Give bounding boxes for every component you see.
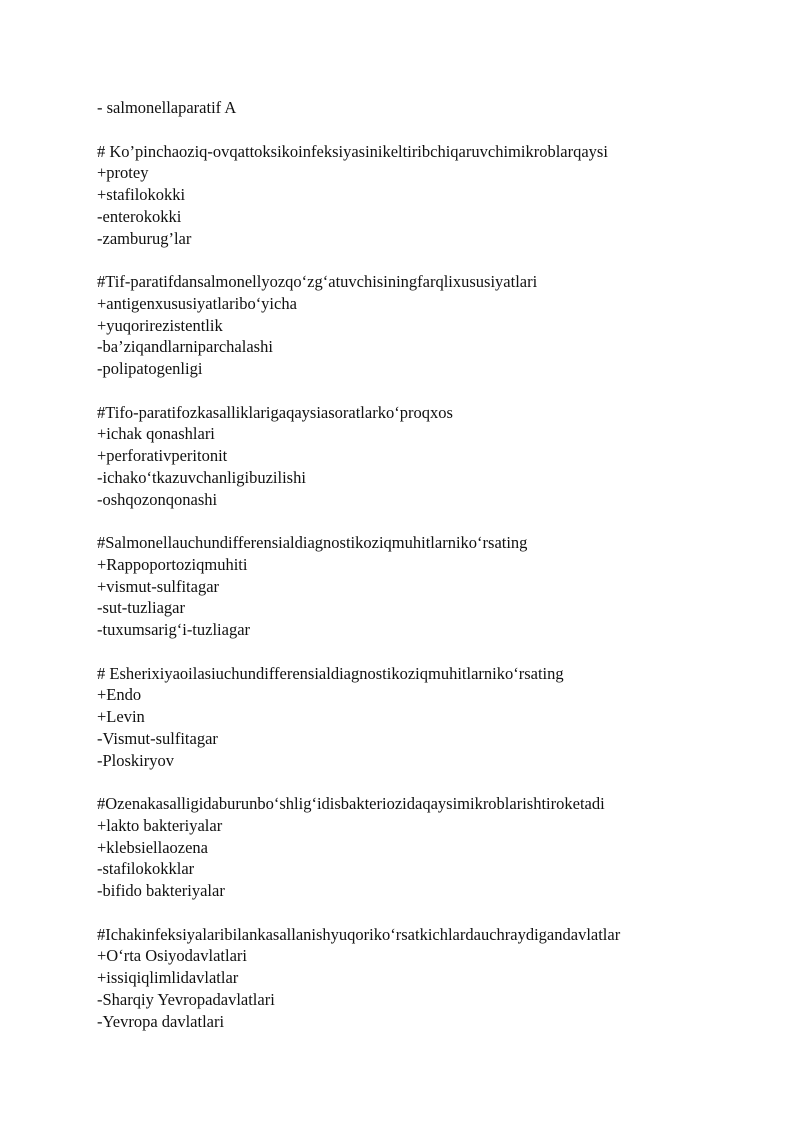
question-block bbox=[97, 532, 757, 641]
question-block bbox=[97, 271, 757, 380]
spacer bbox=[97, 119, 757, 141]
question-block bbox=[97, 793, 757, 902]
answer-option: +O‘rta Osiyodavlatlari bbox=[97, 946, 247, 966]
answer-option: -stafilokokklar bbox=[97, 859, 195, 879]
answer-option: -Vismut-sulfitagar bbox=[97, 728, 218, 748]
question-block bbox=[97, 402, 757, 511]
answer-option: +issiqiqlimlidavlatlar bbox=[97, 968, 239, 987]
spacer bbox=[97, 771, 757, 793]
intro-answer-line: - salmonellaparatif A bbox=[97, 98, 237, 117]
answer-option: -Ploskiryov bbox=[97, 750, 175, 770]
spacer bbox=[97, 380, 757, 402]
answer-option: -zamburug’lar bbox=[97, 228, 192, 248]
answer-option: -ichako‘tkazuvchanligibuzilishi bbox=[97, 467, 306, 487]
answer-option: -polipatogenligi bbox=[97, 359, 203, 378]
answer-option: -tuxumsarig‘i-tuzliagar bbox=[97, 620, 251, 639]
answer-option: +stafilokokki bbox=[97, 185, 186, 204]
question-block bbox=[97, 924, 757, 1033]
answer-option: -Yevropa davlatlari bbox=[97, 1011, 225, 1031]
question-text: # Ko’pinchaoziq-ovqattoksikoinfeksiyasinikeltiribchiqaruvchimikroblarqaysi bbox=[97, 141, 608, 161]
document-page bbox=[97, 97, 757, 1032]
spacer bbox=[97, 510, 757, 532]
answer-option: -oshqozonqonashi bbox=[97, 489, 218, 509]
spacer bbox=[97, 249, 757, 271]
answer-option: -ba’ziqandlarniparchalashi bbox=[97, 337, 273, 357]
question-text: #Ozenakasalligidaburunbo‘shlig‘idisbakteriozidaqaysimikroblarishtiroketadi bbox=[97, 794, 605, 813]
answer-option: +lakto bakteriyalar bbox=[97, 815, 223, 835]
question-text: #Tif-paratifdansalmonellyozqo‘zg‘atuvchisiningfarqlixususiyatlari bbox=[97, 272, 538, 291]
answer-option: +vismut-sulfitagar bbox=[97, 576, 220, 596]
question-text: # Esherixiyaoilasiuchundifferensialdiagnostikoziqmuhitlarniko‘rsating bbox=[97, 663, 564, 683]
answer-option: +Endo bbox=[97, 685, 142, 705]
answer-option: +perforativperitonit bbox=[97, 446, 228, 465]
answer-option: -bifido bakteriyalar bbox=[97, 881, 225, 900]
answer-option: +ichak qonashlari bbox=[97, 424, 215, 444]
question-text: #Tifo-paratifozkasalliklarigaqaysiasoratlarko‘proqxos bbox=[97, 402, 453, 422]
answer-option: +Rappoportoziqmuhiti bbox=[97, 554, 248, 574]
answer-option: -Sharqiy Yevropadavlatlari bbox=[97, 989, 275, 1009]
answer-option: -enterokokki bbox=[97, 206, 182, 226]
answer-option: +yuqorirezistentlik bbox=[97, 315, 223, 335]
spacer bbox=[97, 641, 757, 663]
answer-option: +protey bbox=[97, 163, 149, 183]
question-block bbox=[97, 141, 757, 250]
question-block bbox=[97, 663, 757, 772]
question-text: #Salmonellauchundifferensialdiagnostikoziqmuhitlarniko‘rsating bbox=[97, 533, 528, 552]
answer-option: +antigenxususiyatlaribo‘yicha bbox=[97, 293, 297, 313]
question-text: #Ichakinfeksiyalaribilankasallanishyuqoriko‘rsatkichlardauchraydigandavlatlar bbox=[97, 924, 621, 944]
answer-option: +klebsiellaozena bbox=[97, 837, 209, 857]
answer-option: -sut-tuzliagar bbox=[97, 598, 185, 618]
answer-option: +Levin bbox=[97, 707, 145, 726]
spacer bbox=[97, 902, 757, 924]
